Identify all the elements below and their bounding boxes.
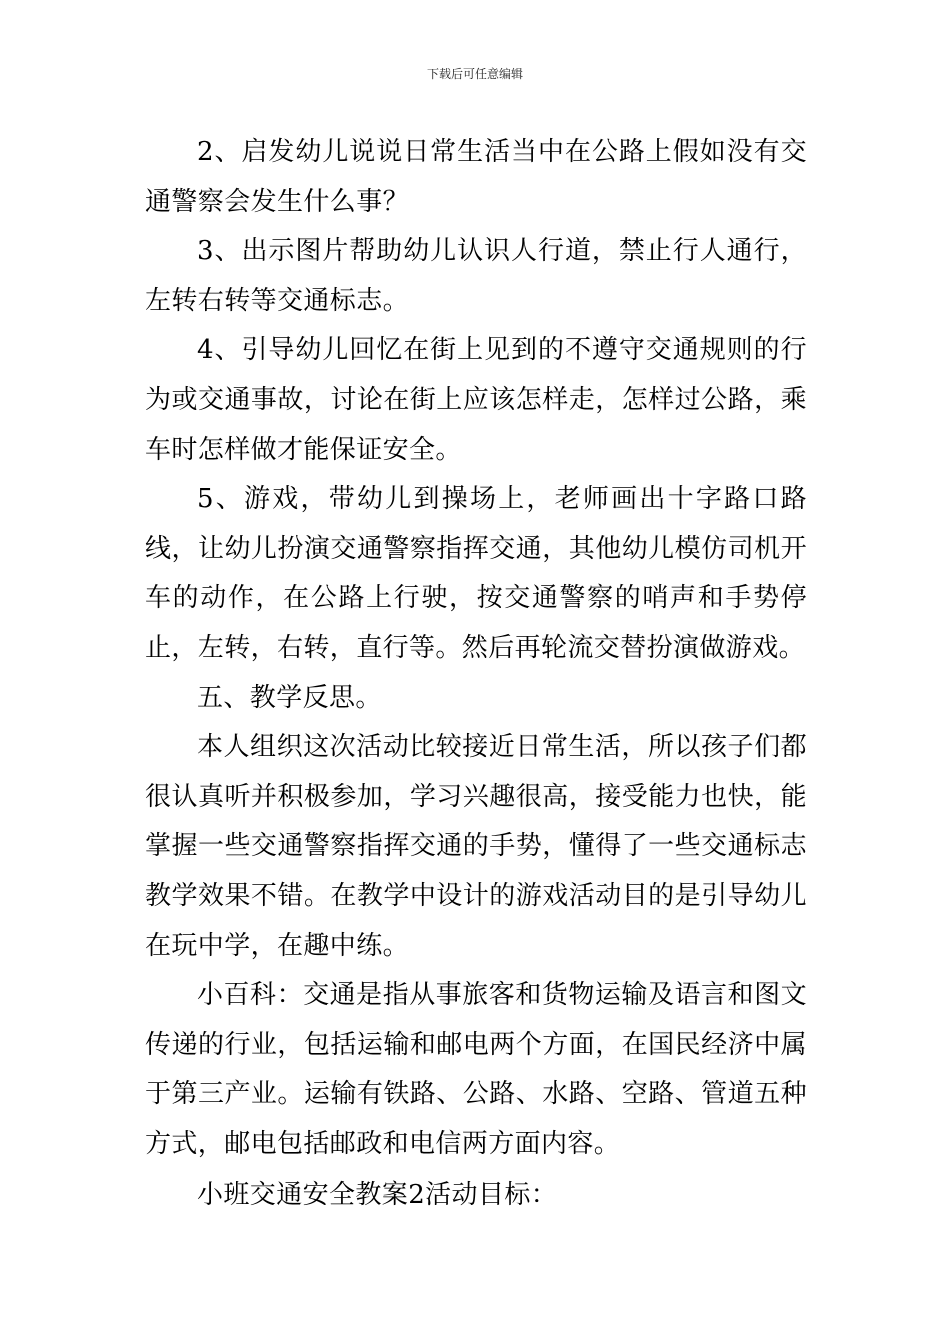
paragraph-encyclopedia: 小百科：交通是指从事旅客和货物运输及语言和图文传递的行业，包括运输和邮电两个方面，在国民经济中属于第三产业。运输有铁路、公路、水路、空路、管道五种方式，邮电包括邮政和电信两方面内容。	[145, 980, 807, 1159]
section-heading-reflection: 五、教学反思。	[197, 682, 382, 713]
paragraph-step-5: 5、游戏，带幼儿到操场上，老师画出十字路口路线，让幼儿扮演交通警察指挥交通，其他幼儿模仿司机开车的动作，在公路上行驶，按交通警察的哨声和手势停止，左转，右转，直行等。然后再轮流交替扮演做游戏。	[145, 484, 807, 663]
header-note: 下载后可任意编辑	[426, 67, 523, 81]
paragraph-step-3: 3、出示图片帮助幼儿认识人行道，禁止行人通行，左转右转等交通标志。	[145, 236, 807, 316]
paragraph-step-4: 4、引导幼儿回忆在街上见到的不遵守交通规则的行为或交通事故，讨论在街上应该怎样走，怎样过公路，乘车时怎样做才能保证安全。	[145, 335, 807, 465]
paragraph-step-2: 2、启发幼儿说说日常生活当中在公路上假如没有交通警察会发生什么事？	[145, 137, 807, 217]
paragraph-next-lesson-title: 小班交通安全教案2活动目标：	[197, 1180, 558, 1211]
paragraph-reflection: 本人组织这次活动比较接近日常生活，所以孩子们都很认真听并积极参加，学习兴趣很高，接受能力也快，能掌握一些交通警察指挥交通的手势，懂得了一些交通标志教学效果不错。在教学中设计的游戏活动目的是引导幼儿在玩中学，在趣中练。	[145, 732, 807, 961]
document-body	[145, 128, 807, 1221]
